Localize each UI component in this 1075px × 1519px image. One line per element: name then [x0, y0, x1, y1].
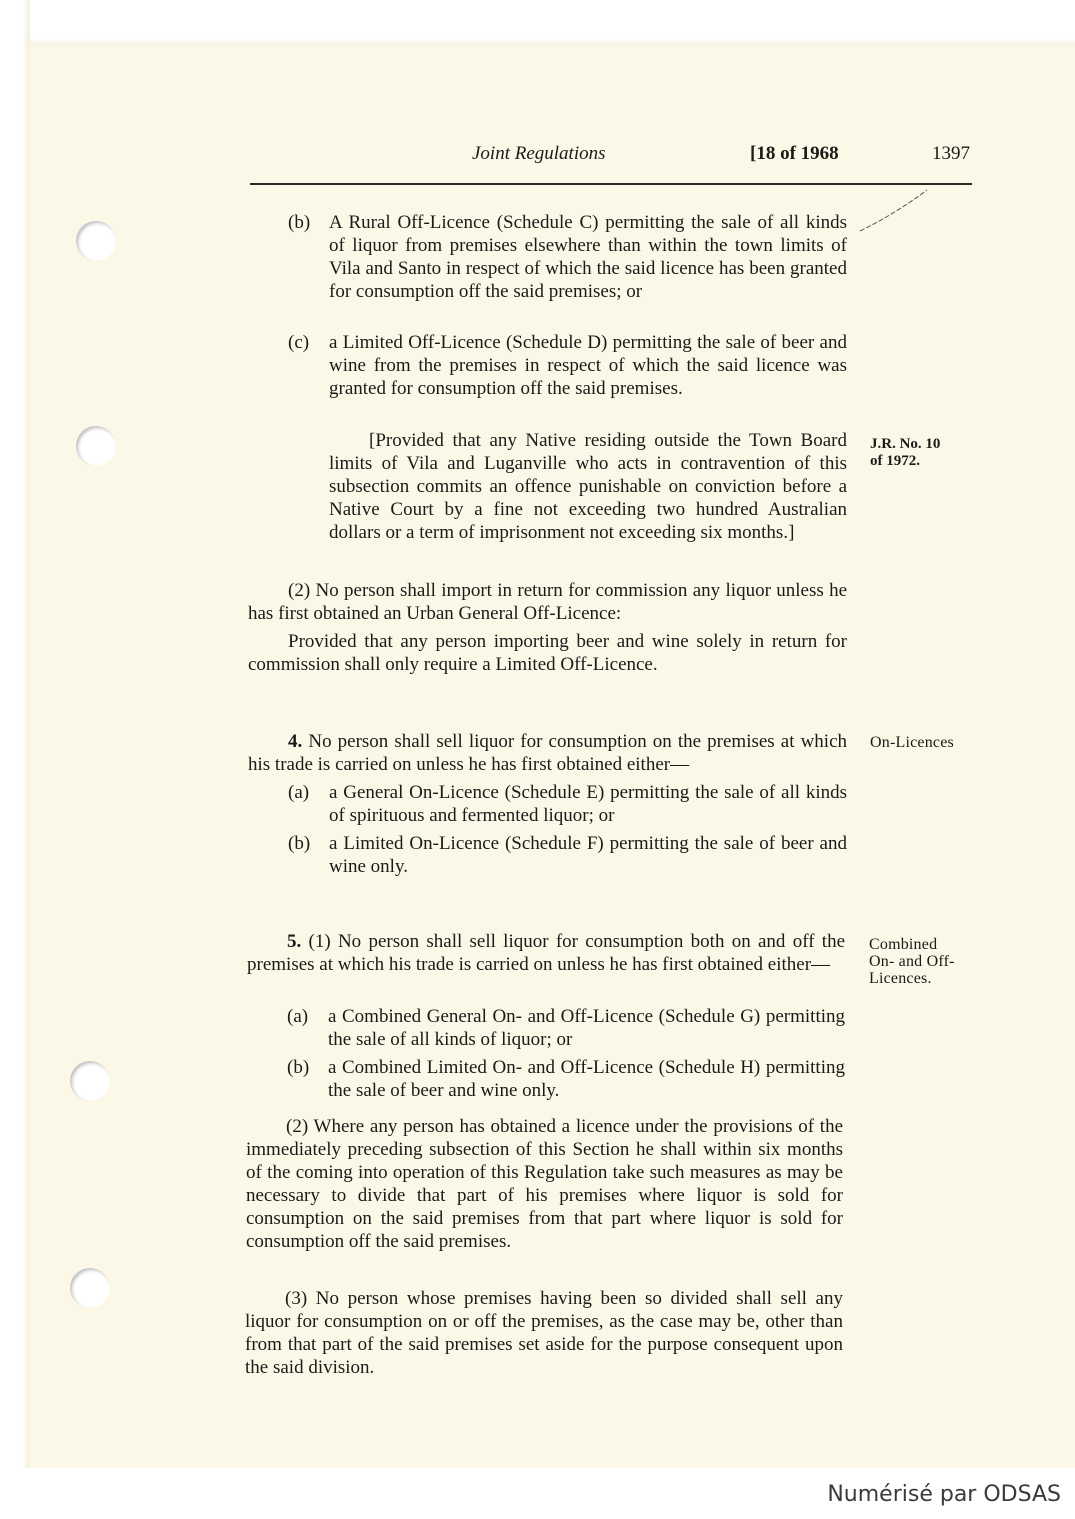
- margin-note-line: Licences.: [869, 970, 932, 987]
- margin-note-line: On- and Off-: [869, 953, 955, 970]
- section-number: 4.: [288, 731, 303, 752]
- item-label: (a): [287, 1006, 309, 1027]
- list-item: [288, 781, 847, 827]
- subsection-paragraph: (2) Where any person has obtained a licence under the provisions of the immediately preceding subsection of this Section he shall within six months of the coming into operation of this Regulation take such measures as may be necessary to divide that part of his premises where liquor is sold for consumption on the said premises from that part where liquor is sold for consumption off the said premises.: [246, 1116, 843, 1252]
- margin-note-line: J.R. No. 10: [870, 436, 941, 452]
- section-paragraph: [247, 930, 845, 976]
- punch-hole: [70, 1268, 110, 1308]
- item-text: a General On-Licence (Schedule E) permitting the sale of all kinds of spirituous and fermented liquor; or: [329, 782, 847, 826]
- list-item: [287, 1005, 845, 1051]
- punch-hole: [76, 221, 116, 261]
- subsection-paragraph: (2) No person shall import in return for commission any liquor unless he has first obtained an Urban General Off-Licence:: [248, 580, 847, 624]
- margin-note: [869, 936, 955, 987]
- header-title: Joint Regulations: [472, 143, 606, 164]
- item-label: (b): [288, 212, 311, 233]
- item-text: a Combined Limited On- and Off-Licence (Schedule H) permitting the sale of beer and wine only.: [328, 1057, 845, 1101]
- item-text: a Combined General On- and Off-Licence (Schedule G) permitting the sale of all kinds of liquor; or: [328, 1006, 845, 1050]
- running-header: [250, 143, 972, 171]
- digitization-credit: Numérisé par ODSAS: [827, 1482, 1061, 1507]
- margin-note: [870, 436, 940, 470]
- section-text: No person shall sell liquor for consumption on the premises at which his trade is carried on unless he has first obtained either—: [248, 731, 848, 775]
- page-number: 1397: [932, 143, 970, 164]
- section-text: (1) No person shall sell liquor for consumption both on and off the premises at which his trade is carried on unless he has first obtained either—: [247, 931, 845, 975]
- list-item: [287, 1056, 845, 1102]
- header-act-reference: [18 of 1968: [750, 143, 839, 164]
- section-paragraph: [248, 730, 847, 776]
- margin-note-line: of 1972.: [870, 453, 920, 469]
- item-label: (b): [287, 1057, 310, 1078]
- item-text: A Rural Off-Licence (Schedule C) permitting the sale of all kinds of liquor from premises elsewhere than within the town limits of Vila and Santo in respect of which the said licence has been granted for consumption off the said premises; or: [329, 212, 847, 302]
- item-label: (b): [288, 833, 311, 854]
- proviso-paragraph: [Provided that any Native residing outside the Town Board limits of Vila and Luganville who acts in contravention of this subsection commits an offence punishable on conviction before a Native Court by a fine not exceeding two hundred Australian dollars or a term of imprisonment not exceeding six months.]: [329, 430, 847, 543]
- pencil-mark-icon: [855, 186, 935, 236]
- margin-note-line: Combined: [869, 936, 938, 953]
- margin-note: On-Licences: [870, 734, 954, 751]
- item-label: (c): [288, 332, 310, 353]
- scan-border-top: [0, 0, 1075, 46]
- list-item: [288, 211, 847, 303]
- section-number: 5.: [287, 931, 302, 952]
- subsection-paragraph: (3) No person whose premises having been so divided shall sell any liquor for consumption on or off the premises, as the case may be, other than from that part of the said premises set aside for the purpose consequent upon the said division.: [245, 1288, 843, 1378]
- item-label: (a): [288, 782, 310, 803]
- punch-hole: [76, 426, 116, 466]
- list-item: [288, 832, 847, 878]
- list-item: [288, 331, 847, 400]
- header-rule: [250, 183, 972, 185]
- item-text: a Limited On-Licence (Schedule F) permitting the sale of beer and wine only.: [329, 833, 847, 877]
- punch-hole: [70, 1061, 110, 1101]
- proviso-paragraph: Provided that any person importing beer and wine solely in return for commission shall only require a Limited Off-Licence.: [248, 631, 847, 675]
- item-text: a Limited Off-Licence (Schedule D) permitting the sale of beer and wine from the premises in respect of which the said licence was granted for consumption off the said premises.: [329, 332, 847, 399]
- scan-border-left: [0, 0, 30, 1519]
